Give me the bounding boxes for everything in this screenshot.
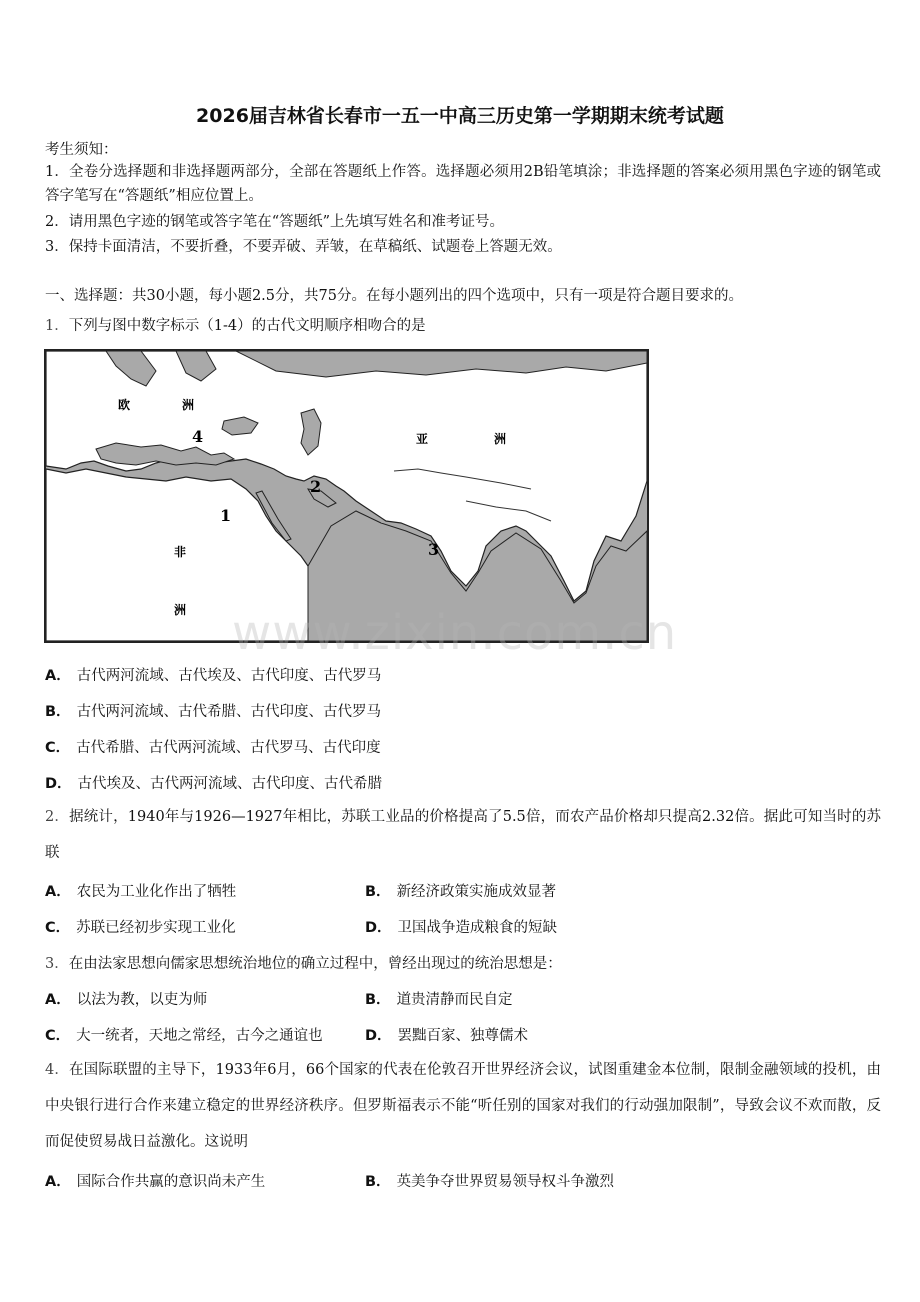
region-label-asia-1: 亚 (416, 432, 429, 446)
q1-option-d[interactable]: D． 古代埃及、古代两河流域、古代印度、古代希腊 (45, 776, 383, 792)
map-marker-1: 1 (220, 506, 232, 525)
q3-option-b[interactable]: B． 道贵清静而民自定 (365, 992, 513, 1008)
region-label-asia-2: 洲 (494, 432, 507, 446)
q2-option-a[interactable]: A． 农民为工业化作出了牺牲 (45, 884, 237, 900)
ancient-civilization-map (44, 349, 649, 643)
question-stem: 下列与图中数字标示（1-4）的古代文明顺序相吻合的是 (68, 318, 426, 334)
map-marker-2: 2 (310, 477, 322, 496)
question-stem: 据统计，1940年与1926—1927年相比，苏联工业品的价格提高了5.5倍，而农产品价格却只提高2.32倍。据此可知当时的苏联 (45, 809, 881, 861)
question-1 (45, 314, 426, 335)
question-number: 1． (45, 318, 69, 334)
watermark: www.zixin.com.cn (232, 605, 678, 661)
q1-option-c[interactable]: C． 古代希腊、古代两河流域、古代罗马、古代印度 (45, 740, 381, 756)
question-stem: 在由法家思想向儒家思想统治地位的确立过程中，曾经出现过的统治思想是： (68, 956, 562, 972)
q2-option-d[interactable]: D． 卫国战争造成粮食的短缺 (365, 920, 558, 936)
q4-option-a[interactable]: A． 国际合作共赢的意识尚未产生 (45, 1174, 266, 1190)
q1-option-a[interactable]: A． 古代两河流域、古代埃及、古代印度、古代罗马 (45, 668, 382, 684)
page-title: 2026届吉林省长春市一五一中高三历史第一学期期末统考试题 (196, 105, 724, 127)
q2-option-c[interactable]: C． 苏联已经初步实现工业化 (45, 920, 236, 936)
notice-heading: 考生须知： (45, 142, 118, 158)
question-number: 4． (45, 1062, 70, 1078)
question-3 (45, 952, 562, 973)
region-label-africa-1: 非 (174, 545, 187, 559)
map-graphic (46, 351, 647, 641)
notice-item-2: 2．请用黑色字迹的钢笔或答字笔在“答题纸”上先填写姓名和准考证号。 (45, 214, 505, 230)
q3-option-a[interactable]: A． 以法为教，以吏为师 (45, 992, 208, 1008)
q1-option-b[interactable]: B． 古代两河流域、古代希腊、古代印度、古代罗马 (45, 704, 382, 720)
region-label-africa-2: 洲 (174, 603, 187, 617)
section-heading: 一、选择题：共30小题，每小题2.5分，共75分。在每小题列出的四个选项中，只有一项是符合题目要求的。 (45, 288, 743, 304)
question-number: 2． (45, 809, 70, 825)
question-4 (45, 1052, 881, 1160)
question-2 (45, 799, 881, 871)
map-marker-4: 4 (192, 427, 204, 446)
q2-option-b[interactable]: B． 新经济政策实施成效显著 (365, 884, 557, 900)
q4-option-b[interactable]: B． 英美争夺世界贸易领导权斗争激烈 (365, 1174, 615, 1190)
q3-option-d[interactable]: D． 罢黜百家、独尊儒术 (365, 1028, 529, 1044)
q3-option-c[interactable]: C． 大一统者，天地之常经，古今之通谊也 (45, 1028, 323, 1044)
map-marker-3: 3 (428, 540, 440, 559)
notice-item-1: 1．全卷分选择题和非选择题两部分，全部在答题纸上作答。选择题必须用2B铅笔填涂；非选择题的答案必须用黑色字迹的钢笔或答字笔写在“答题纸”相应位置上。 (45, 164, 881, 204)
question-number: 3． (45, 956, 69, 972)
question-stem: 在国际联盟的主导下，1933年6月，66个国家的代表在伦敦召开世界经济会议，试图重建金本位制，限制金融领域的投机，由中央银行进行合作来建立稳定的世界经济秩序。但罗斯福表示不能“听任别的国家对我们的行动强加限制”，导致会议不欢而散，反而促使贸易战日益激化。这说明 (45, 1062, 881, 1150)
notice-item-3: 3．保持卡面清洁，不要折叠，不要弄破、弄皱，在草稿纸、试题卷上答题无效。 (45, 239, 562, 255)
region-label-europe-2: 洲 (182, 398, 195, 412)
region-label-europe-1: 欧 (118, 398, 131, 412)
